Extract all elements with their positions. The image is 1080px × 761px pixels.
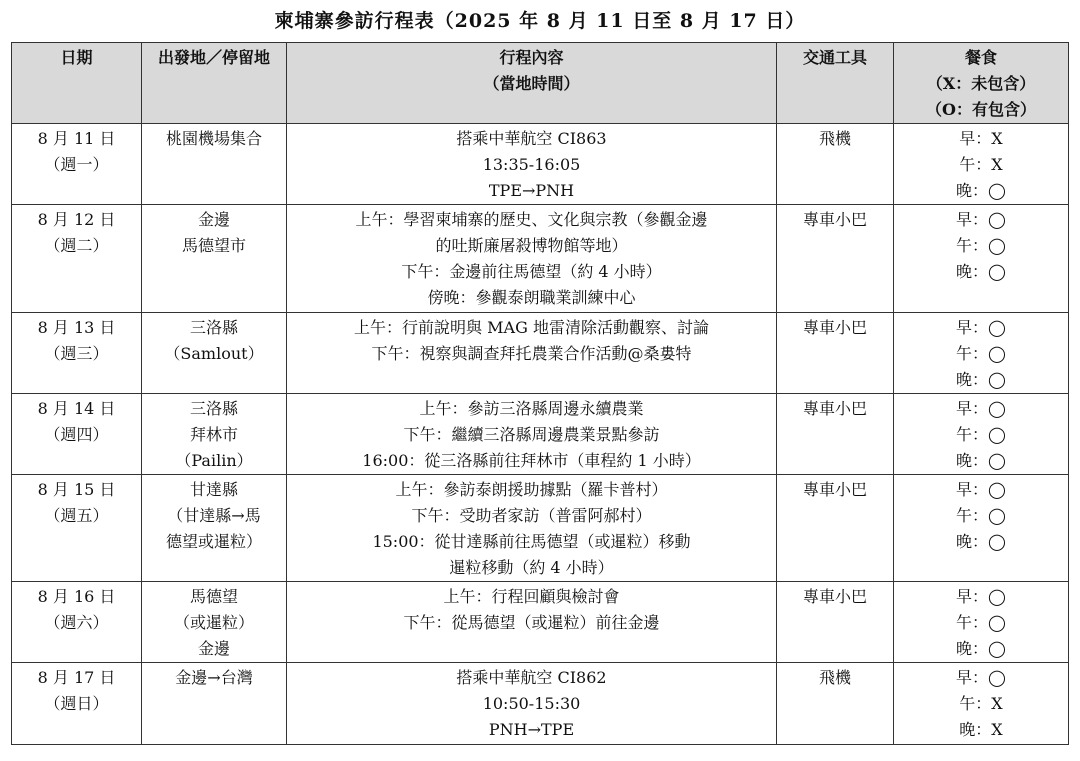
content-line: 搭乘中華航空 CI862: [456, 668, 607, 687]
content-line: 上午：參訪三洛縣周邊永續農業: [419, 399, 644, 418]
transport-line: 專車小巴: [802, 318, 867, 337]
page-title: 柬埔寨參訪行程表（2025 年 8 月 11 日至 8 月 17 日）: [274, 10, 806, 32]
content-cell: [287, 124, 777, 205]
meals-cell: [894, 475, 1069, 582]
date-cell: [12, 394, 142, 475]
place-cell: [142, 394, 287, 475]
content-line: 的吐斯廉屠殺博物館等地）: [435, 236, 628, 255]
date-line: （週三）: [44, 344, 109, 363]
content-cell: [287, 475, 777, 582]
place-line: 馬德望: [189, 587, 238, 606]
place-line: 金邊: [197, 210, 230, 229]
table-row: [12, 394, 1069, 475]
header-content: 行程內容 （當地時間）: [287, 43, 777, 124]
content-cell: [287, 313, 777, 394]
date-line: （週日）: [44, 694, 109, 713]
date-line: 8 月 14 日: [37, 399, 116, 418]
transport-cell: [777, 205, 894, 313]
transport-line: 飛機: [818, 668, 851, 687]
table-row: [12, 582, 1069, 663]
date-line: 8 月 11 日: [37, 129, 116, 148]
place-line: 馬德望市: [181, 236, 246, 255]
content-line: 下午：繼續三洛縣周邊農業景點參訪: [403, 425, 660, 444]
date-line: 8 月 15 日: [37, 480, 116, 499]
table-row: [12, 313, 1069, 394]
date-cell: [12, 124, 142, 205]
table-row: [12, 124, 1069, 205]
content-line: 暹粒移動（約 4 小時）: [449, 558, 614, 577]
date-line: （週六）: [44, 613, 109, 632]
place-cell: [142, 475, 287, 582]
content-line: 下午：受助者家訪（普雷阿郝村）: [411, 506, 652, 525]
date-line: （週一）: [44, 155, 109, 174]
place-line: 三洛縣: [189, 318, 238, 337]
place-line: （Samlout）: [164, 344, 264, 363]
date-line: 8 月 13 日: [37, 318, 116, 337]
table-row: [12, 475, 1069, 582]
meals-line: 晚：◯: [956, 451, 1006, 470]
transport-cell: [777, 394, 894, 475]
transport-cell: [777, 475, 894, 582]
content-line: TPE→PNH: [488, 181, 575, 200]
table-row: [12, 205, 1069, 313]
date-cell: [12, 475, 142, 582]
transport-line: 專車小巴: [802, 399, 867, 418]
place-line: 金邊→台灣: [175, 668, 253, 687]
date-line: （週五）: [44, 506, 109, 525]
place-line: 桃園機場集合: [165, 129, 262, 148]
transport-cell: [777, 582, 894, 663]
place-cell: [142, 124, 287, 205]
content-cell: [287, 394, 777, 475]
meals-line: 晚：◯: [956, 370, 1006, 389]
content-line: 下午：從馬德望（或暹粒）前往金邊: [403, 613, 660, 632]
place-line: （甘達縣→馬: [167, 506, 261, 525]
meals-line: 午：◯: [956, 425, 1006, 444]
content-line: 上午：參訪泰朗援助據點（羅卡普村）: [395, 480, 668, 499]
transport-line: 專車小巴: [802, 480, 867, 499]
itinerary-table: [11, 42, 1069, 745]
content-cell: [287, 205, 777, 313]
meals-line: 早：◯: [956, 480, 1006, 499]
content-line: 15:00：從甘達縣前往馬德望（或暹粒）移動: [372, 532, 691, 551]
meals-cell: [894, 394, 1069, 475]
transport-cell: [777, 124, 894, 205]
transport-line: 專車小巴: [802, 210, 867, 229]
content-line: PNH→TPE: [488, 720, 575, 739]
place-line: 拜林市: [189, 425, 238, 444]
date-cell: [12, 205, 142, 313]
meals-line: 早：◯: [956, 587, 1006, 606]
header-place: 出發地／停留地: [142, 43, 287, 124]
date-line: 8 月 17 日: [37, 668, 116, 687]
transport-line: 專車小巴: [802, 587, 867, 606]
content-line: 搭乘中華航空 CI863: [456, 129, 607, 148]
content-cell: [287, 663, 777, 745]
meals-line: 晚：◯: [956, 532, 1006, 551]
content-line: 16:00：從三洛縣前往拜林市（車程約 1 小時）: [362, 451, 701, 470]
place-cell: [142, 582, 287, 663]
meals-line: 午：◯: [956, 236, 1006, 255]
content-line: 上午：行前說明與 MAG 地雷清除活動觀察、討論: [354, 318, 709, 337]
transport-cell: [777, 663, 894, 745]
place-line: （Pailin）: [175, 451, 253, 470]
place-cell: [142, 663, 287, 745]
content-line: 下午：視察與調查拜托農業合作活動@桑婁特: [371, 344, 692, 363]
meals-cell: [894, 663, 1069, 745]
meals-line: 午：X: [959, 694, 1003, 713]
meals-line: 午：◯: [956, 506, 1006, 525]
date-cell: [12, 663, 142, 745]
place-cell: [142, 205, 287, 313]
table-row: [12, 663, 1069, 745]
place-line: 金邊: [197, 639, 230, 658]
header-date: 日期: [12, 43, 142, 124]
content-line: 上午：學習柬埔寨的歷史、文化與宗教（參觀金邊: [355, 210, 708, 229]
meals-line: 早：◯: [956, 399, 1006, 418]
date-line: （週二）: [44, 236, 109, 255]
header-meals: 餐食 （X：未包含） （O：有包含）: [894, 43, 1069, 124]
meals-cell: [894, 124, 1069, 205]
content-line: 10:50-15:30: [482, 694, 581, 713]
meals-cell: [894, 313, 1069, 394]
place-line: 德望或暹粒）: [165, 532, 262, 551]
meals-cell: [894, 582, 1069, 663]
date-line: （週四）: [44, 425, 109, 444]
meals-line: 早：◯: [956, 210, 1006, 229]
meals-line: 早：X: [959, 129, 1003, 148]
meals-line: 午：◯: [956, 613, 1006, 632]
date-line: 8 月 16 日: [37, 587, 116, 606]
place-line: 甘達縣: [189, 480, 238, 499]
content-line: 傍晚：參觀泰朗職業訓練中心: [427, 288, 636, 307]
content-line: 上午：行程回顧與檢討會: [443, 587, 620, 606]
meals-line: 早：◯: [956, 318, 1006, 337]
meals-line: 晚：◯: [956, 639, 1006, 658]
meals-line: 早：◯: [956, 668, 1006, 687]
content-cell: [287, 582, 777, 663]
content-line: 下午：金邊前往馬德望（約 4 小時）: [401, 262, 662, 281]
content-line: 13:35-16:05: [482, 155, 581, 174]
meals-line: 午：◯: [956, 344, 1006, 363]
place-cell: [142, 313, 287, 394]
date-cell: [12, 582, 142, 663]
place-line: 三洛縣: [189, 399, 238, 418]
meals-line: 晚：◯: [956, 262, 1006, 281]
transport-cell: [777, 313, 894, 394]
date-line: 8 月 12 日: [37, 210, 116, 229]
meals-line: 晚：◯: [956, 181, 1006, 200]
meals-line: 晚：X: [959, 720, 1003, 739]
header-row: [12, 43, 1069, 124]
header-transport: 交通工具: [777, 43, 894, 124]
meals-line: 午：X: [959, 155, 1003, 174]
transport-line: 飛機: [818, 129, 851, 148]
meals-cell: [894, 205, 1069, 313]
date-cell: [12, 313, 142, 394]
place-line: （或暹粒）: [173, 613, 254, 632]
